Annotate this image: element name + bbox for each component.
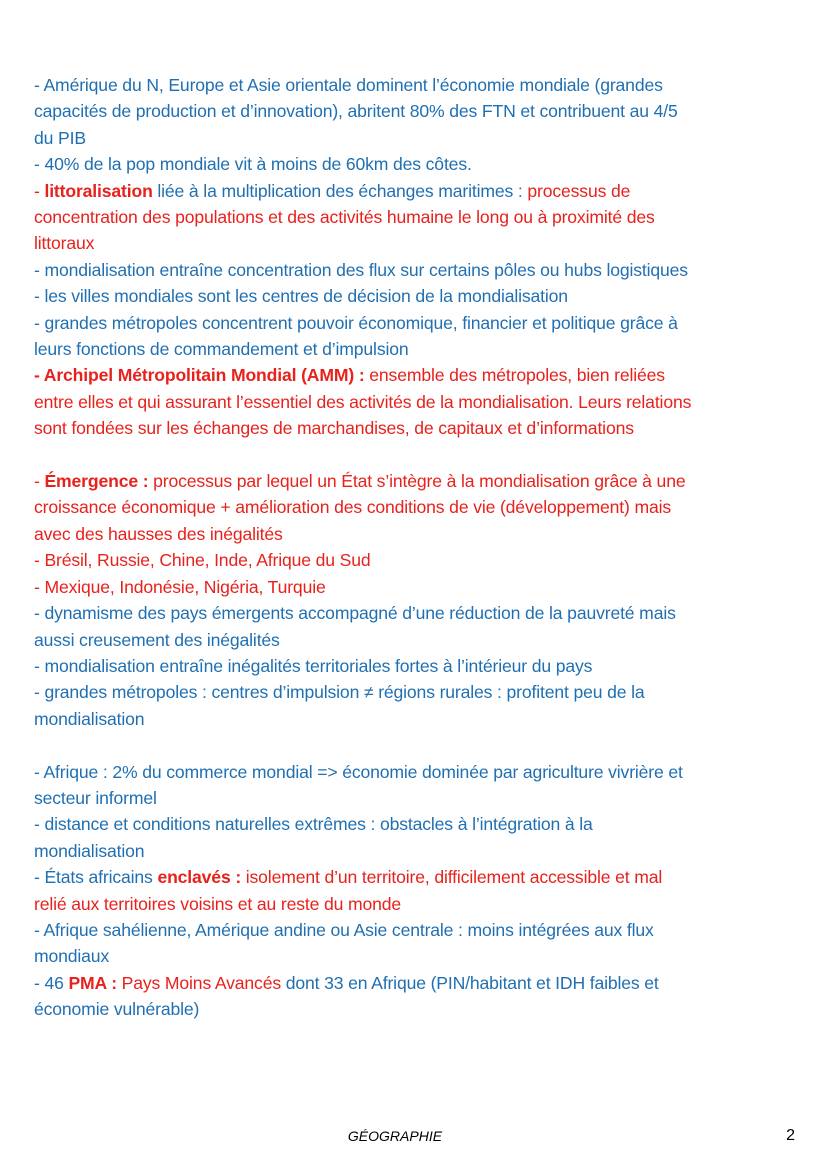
text-line: mondialisation (34, 840, 145, 861)
term-pma: PMA : (68, 972, 117, 993)
text-line: secteur informel (34, 787, 157, 808)
notes-body (34, 72, 804, 1023)
text-line: mondialisation (34, 708, 145, 729)
text-line: - Afrique : 2% du commerce mondial => économie dominée par agriculture vivrière et (34, 761, 683, 782)
text-line: - mondialisation entraîne concentration des flux sur certains pôles ou hubs logistiques (34, 259, 688, 280)
text-line: entre elles et qui assurant l’essentiel des activités de la mondialisation. Leurs relations (34, 391, 692, 412)
text-line: - distance et conditions naturelles extrêmes : obstacles à l’intégration à la (34, 814, 593, 835)
text-line: capacités de production et d’innovation), abritent 80% des FTN et contribuent au 4/5 (34, 101, 678, 122)
definition-text: processus par lequel un État s’intègre à la mondialisation grâce à une (148, 471, 686, 492)
text-line: économie vulnérable) (34, 999, 200, 1020)
text-line: du PIB (34, 127, 86, 148)
text-line: croissance économique + amélioration des conditions de vie (développement) mais (34, 497, 672, 518)
definition-littoralisation (34, 178, 804, 204)
text-line: - Mexique, Indonésie, Nigéria, Turquie (34, 576, 326, 597)
footer-title: GÉOGRAPHIE (347, 1128, 443, 1144)
text-line: - grandes métropoles concentrent pouvoir économique, financier et politique grâce à (34, 312, 678, 333)
text-line: concentration des populations et des activités humaine le long ou à proximité des (34, 207, 655, 228)
text-line: - dynamisme des pays émergents accompagné d’une réduction de la pauvreté mais (34, 603, 676, 624)
text-span: dont 33 en Afrique (PIN/habitant et IDH faibles et (280, 972, 659, 993)
definition-text: isolement d’un territoire, difficilement accessible et mal (241, 867, 663, 888)
text-span: - États africains (34, 867, 158, 888)
bullet-dash: - (34, 471, 45, 492)
text-line: - mondialisation entraîne inégalités territoriales fortes à l’intérieur du pays (34, 655, 593, 676)
text-line: - les villes mondiales sont les centres de décision de la mondialisation (34, 286, 568, 307)
text-line: - 40% de la pop mondiale vit à moins de 60km des côtes. (34, 154, 472, 175)
definition-text: Pays Moins Avancés (116, 972, 281, 993)
definition-pma (34, 970, 804, 996)
text-line: littoraux (34, 233, 95, 254)
term-littoralisation: littoralisation (44, 180, 153, 201)
text-line: - Brésil, Russie, Chine, Inde, Afrique du Sud (34, 550, 371, 571)
term-emergence: Émergence : (44, 471, 149, 492)
text-line: aussi creusement des inégalités (34, 629, 280, 650)
paragraph-gap (34, 442, 804, 468)
text-line: avec des hausses des inégalités (34, 523, 283, 544)
paragraph-gap (34, 732, 804, 758)
text-line: - Afrique sahélienne, Amérique andine ou Asie centrale : moins intégrées aux flux (34, 919, 654, 940)
definition-text: processus de (527, 180, 631, 201)
text-line: relié aux territoires voisins et au reste du monde (34, 893, 402, 914)
text-span: - 46 (34, 972, 69, 993)
text-line: leurs fonctions de commandement et d’impulsion (34, 339, 409, 360)
text-line: - grandes métropoles : centres d’impulsion ≠ régions rurales : profitent peu de la (34, 682, 645, 703)
text-line: sont fondées sur les échanges de marchandises, de capitaux et d’informations (34, 418, 634, 439)
definition-enclaves (34, 864, 804, 890)
definition-amm (34, 362, 804, 388)
page-number: 2 (786, 1127, 795, 1144)
text-line: mondiaux (34, 946, 110, 967)
text-line: - Amérique du N, Europe et Asie orientale dominent l’économie mondiale (grandes (34, 75, 663, 95)
definition-text: ensemble des métropoles, bien reliées (364, 365, 665, 386)
definition-emergence (34, 468, 804, 494)
bullet-dash: - (34, 180, 45, 201)
term-amm: - Archipel Métropolitain Mondial (AMM) : (34, 365, 365, 386)
term-enclaves: enclavés : (157, 867, 242, 888)
text-span: liée à la multiplication des échanges maritimes : (152, 180, 528, 201)
